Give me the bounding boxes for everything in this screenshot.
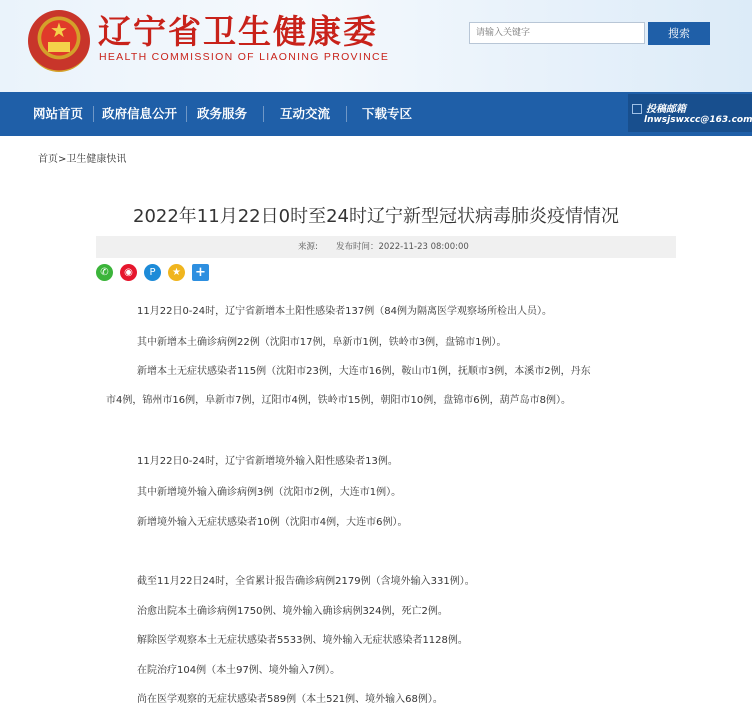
wechat-icon[interactable]: ✆ — [96, 264, 113, 281]
site-title: 辽宁省卫生健康委 — [98, 12, 378, 51]
weibo-icon[interactable]: ◉ — [120, 264, 137, 281]
search-button[interactable]: 搜索 — [648, 22, 710, 45]
favorite-icon[interactable]: ★ — [168, 264, 185, 281]
mailbox-email[interactable]: lnwsjswxcc@163.com — [644, 115, 752, 125]
article-meta — [96, 236, 676, 258]
article-paragraph: 治愈出院本土确诊病例1750例、境外输入确诊病例324例，死亡2例。 — [137, 606, 448, 617]
article-paragraph: 尚在医学观察的无症状感染者589例（本土521例、境外输入68例）。 — [137, 694, 443, 705]
nav-divider — [186, 106, 187, 122]
mailbox-title: 投稿邮箱 — [646, 104, 686, 115]
submission-mailbox[interactable] — [628, 94, 752, 132]
article-paragraph: 新增本土无症状感染者115例（沈阳市23例，大连市16例，鞍山市1例，抚顺市3例，本溪市2例，丹东 — [137, 366, 591, 377]
article-paragraph: 在院治疗104例（本土97例、境外输入7例）。 — [137, 665, 341, 676]
article-paragraph: 截至11月22日24时，全省累计报告确诊病例2179例（含境外输入331例）。 — [137, 576, 475, 587]
national-emblem-icon: ★ — [28, 10, 90, 72]
article-paragraph: 11月22日0-24时，辽宁省新增境外输入阳性感染者13例。 — [137, 456, 398, 467]
nav-item-services[interactable]: 政务服务 — [197, 106, 248, 121]
nav-item-interaction[interactable]: 互动交流 — [280, 106, 331, 121]
main-nav — [0, 92, 752, 136]
article-paragraph: 11月22日0-24时，辽宁省新增本土阳性感染者137例（84例为隔离医学观察场所检出人员）。 — [137, 306, 552, 317]
article-title: 2022年11月22日0时至24时辽宁新型冠状病毒肺炎疫情情况 — [133, 206, 619, 227]
site-header — [0, 0, 752, 92]
nav-divider — [93, 106, 94, 122]
site-subtitle: HEALTH COMMISSION OF LIAONING PROVINCE — [99, 51, 390, 63]
breadcrumb[interactable]: 首页>卫生健康快讯 — [38, 154, 127, 165]
more-share-icon[interactable]: + — [192, 264, 209, 281]
nav-divider — [263, 106, 264, 122]
article-paragraph: 其中新增本土确诊病例22例（沈阳市17例，阜新市1例，铁岭市3例，盘锦市1例）。 — [137, 337, 507, 348]
nav-item-home[interactable]: 网站首页 — [33, 106, 84, 121]
article-paragraph: 其中新增境外输入确诊病例3例（沈阳市2例，大连市1例）。 — [137, 487, 402, 498]
nav-item-downloads[interactable]: 下载专区 — [362, 106, 413, 121]
article-paragraph: 市4例，锦州市16例，阜新市7例，辽阳市4例，铁岭市15例，朝阳市10例，盘锦市6例，葫芦岛市8例）。 — [106, 395, 571, 406]
article-source: 来源: — [298, 242, 318, 252]
nav-divider — [346, 106, 347, 122]
article-paragraph: 新增境外输入无症状感染者10例（沈阳市4例，大连市6例）。 — [137, 517, 408, 528]
mail-icon — [632, 104, 642, 114]
publish-time: 发布时间：2022-11-23 08:00:00 — [336, 242, 469, 252]
search-input[interactable] — [469, 22, 645, 44]
pinterest-icon[interactable]: P — [144, 264, 161, 281]
article-paragraph: 解除医学观察本土无症状感染者5533例、境外输入无症状感染者1128例。 — [137, 635, 468, 646]
nav-item-gov-info[interactable]: 政府信息公开 — [102, 106, 178, 121]
